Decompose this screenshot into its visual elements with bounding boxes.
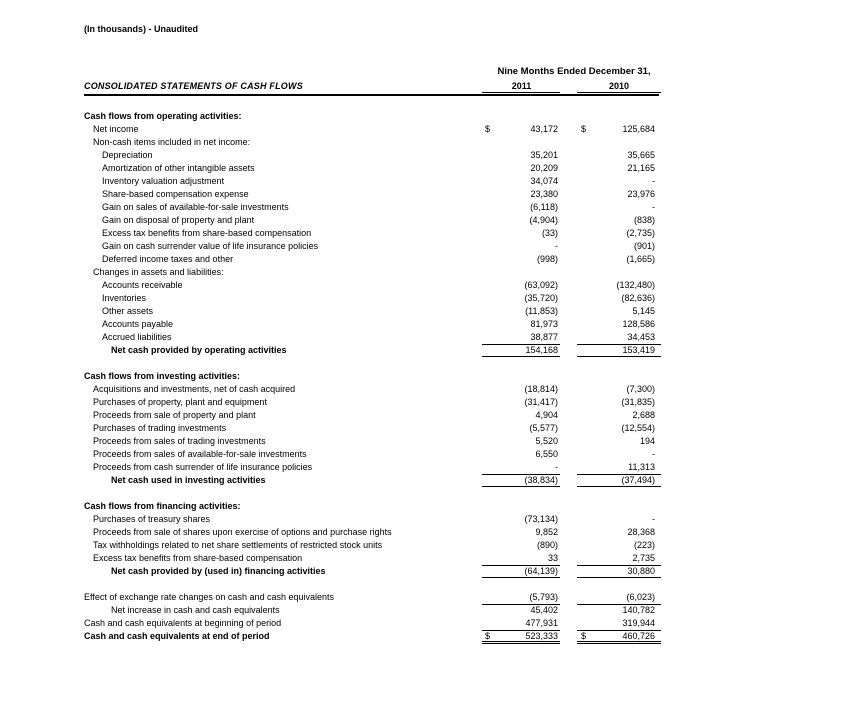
table-row xyxy=(0,305,850,318)
value-year-2: (37,494) xyxy=(621,475,655,485)
row-label: Gain on disposal of property and plant xyxy=(102,215,255,225)
total-rule xyxy=(482,344,560,357)
table-row xyxy=(0,552,850,565)
row-label: Cash flows from financing activities: xyxy=(84,501,241,511)
row-label: Proceeds from cash surrender of life insurance policies xyxy=(93,462,313,472)
currency-symbol: $ xyxy=(485,124,491,134)
row-label: Depreciation xyxy=(102,150,153,160)
table-row xyxy=(0,318,850,331)
row-label: Excess tax benefits from share-based compensation xyxy=(102,228,312,238)
value-year-2: (31,835) xyxy=(621,397,655,407)
row-label: Other assets xyxy=(102,306,154,316)
row-label: Acquisitions and investments, net of cash acquired xyxy=(93,384,296,394)
table-row xyxy=(0,474,850,487)
table-row xyxy=(0,266,850,279)
value-year-1: (5,793) xyxy=(529,592,558,602)
value-year-1: 6,550 xyxy=(535,449,558,459)
row-label: Net income xyxy=(93,124,139,134)
value-year-1: (38,834) xyxy=(524,475,558,485)
value-year-2: 460,726 xyxy=(622,631,655,641)
table-row xyxy=(0,422,850,435)
row-label: Cash flows from operating activities: xyxy=(84,111,242,121)
value-year-2: (7,300) xyxy=(626,384,655,394)
value-year-1: (4,904) xyxy=(529,215,558,225)
value-year-2: 28,368 xyxy=(627,527,655,537)
row-label: Cash and cash equivalents at beginning of period xyxy=(84,618,282,628)
value-year-1: 5,520 xyxy=(535,436,558,446)
value-year-1: 34,074 xyxy=(530,176,558,186)
row-label: Gain on sales of available-for-sale investments xyxy=(102,202,289,212)
row-label: Share-based compensation expense xyxy=(102,189,249,199)
table-row xyxy=(0,565,850,578)
value-year-2: (901) xyxy=(633,241,655,251)
table-row xyxy=(0,396,850,409)
table-row xyxy=(0,513,850,526)
value-year-1: - xyxy=(555,241,558,251)
column-rule-year-2 xyxy=(577,92,661,93)
value-year-2: 35,665 xyxy=(627,150,655,160)
row-label: Purchases of treasury shares xyxy=(93,514,211,524)
value-year-1: (5,577) xyxy=(529,423,558,433)
row-label: Cash and cash equivalents at end of period xyxy=(84,631,270,641)
grand-total-rule xyxy=(482,641,560,644)
row-label: Proceeds from sale of property and plant xyxy=(93,410,256,420)
currency-symbol: $ xyxy=(581,631,587,641)
table-row xyxy=(0,149,850,162)
value-year-1: 38,877 xyxy=(530,332,558,342)
value-year-2: (12,554) xyxy=(621,423,655,433)
row-label: Amortization of other intangible assets xyxy=(102,163,255,173)
row-label: Cash flows from investing activities: xyxy=(84,371,241,381)
value-year-2: 194 xyxy=(639,436,655,446)
value-year-1: 35,201 xyxy=(530,150,558,160)
column-rule-year-1 xyxy=(482,92,560,93)
value-year-2: 5,145 xyxy=(632,306,655,316)
row-label: Net cash used in investing activities xyxy=(111,475,266,485)
row-label: Accrued liabilities xyxy=(102,332,172,342)
value-year-1: (33) xyxy=(541,228,558,238)
table-row xyxy=(0,539,850,552)
value-year-2: 30,880 xyxy=(627,566,655,576)
top-note: (In thousands) - Unaudited xyxy=(84,24,198,34)
row-label: Net increase in cash and cash equivalents xyxy=(111,605,280,615)
table-row xyxy=(0,617,850,630)
period-header: Nine Months Ended December 31, xyxy=(497,66,651,77)
table-row xyxy=(0,292,850,305)
row-label: Accounts receivable xyxy=(102,280,183,290)
value-year-2: 23,976 xyxy=(627,189,655,199)
table-row xyxy=(0,123,850,136)
table-row xyxy=(0,214,850,227)
row-label: Deferred income taxes and other xyxy=(102,254,234,264)
column-header-year-2: 2010 xyxy=(608,81,630,91)
value-year-1: 81,973 xyxy=(530,319,558,329)
value-year-2: - xyxy=(652,202,655,212)
table-row xyxy=(0,136,850,149)
value-year-1: (998) xyxy=(536,254,558,264)
table-row xyxy=(0,630,850,643)
table-row xyxy=(0,188,850,201)
total-rule xyxy=(577,344,661,357)
value-year-2: (1,665) xyxy=(626,254,655,264)
currency-symbol: $ xyxy=(485,631,491,641)
value-year-2: - xyxy=(652,449,655,459)
value-year-1: 154,168 xyxy=(525,345,558,355)
value-year-2: - xyxy=(652,176,655,186)
value-year-1: (64,139) xyxy=(524,566,558,576)
row-label: Proceeds from sales of trading investments xyxy=(93,436,266,446)
row-label: Tax withholdings related to net share settlements of restricted stock units xyxy=(93,540,383,550)
table-row xyxy=(0,175,850,188)
value-year-1: 23,380 xyxy=(530,189,558,199)
value-year-2: 2,735 xyxy=(632,553,655,563)
value-year-2: 11,313 xyxy=(628,462,655,472)
table-row xyxy=(0,279,850,292)
currency-symbol: $ xyxy=(581,124,587,134)
table-row xyxy=(0,227,850,240)
statement-title: CONSOLIDATED STATEMENTS OF CASH FLOWS xyxy=(84,81,303,91)
table-row xyxy=(0,383,850,396)
table-row xyxy=(0,409,850,422)
value-year-2: 125,684 xyxy=(622,124,655,134)
value-year-2: - xyxy=(652,514,655,524)
value-year-1: (63,092) xyxy=(524,280,558,290)
table-row xyxy=(0,526,850,539)
value-year-2: 2,688 xyxy=(632,410,655,420)
row-label: Excess tax benefits from share-based compensation xyxy=(93,553,303,563)
total-rule xyxy=(482,474,560,487)
table-row xyxy=(0,370,850,383)
table-row xyxy=(0,110,850,123)
value-year-1: 20,209 xyxy=(530,163,558,173)
value-year-1: (18,814) xyxy=(524,384,558,394)
value-year-1: (31,417) xyxy=(524,397,558,407)
value-year-1: (6,118) xyxy=(530,202,558,212)
table-row xyxy=(0,591,850,604)
table-row xyxy=(0,500,850,513)
value-year-1: (11,853) xyxy=(525,306,558,316)
total-rule xyxy=(577,565,661,578)
row-label: Purchases of property, plant and equipment xyxy=(93,397,267,407)
value-year-1: 4,904 xyxy=(535,410,558,420)
value-year-2: 140,782 xyxy=(622,605,655,615)
value-year-1: 33 xyxy=(547,553,558,563)
value-year-1: (890) xyxy=(536,540,558,550)
value-year-2: (82,636) xyxy=(621,293,655,303)
row-label: Gain on cash surrender value of life insurance policies xyxy=(102,241,319,251)
row-label: Changes in assets and liabilities: xyxy=(93,267,224,277)
value-year-1: 523,333 xyxy=(525,631,558,641)
table-row xyxy=(0,201,850,214)
value-year-2: 34,453 xyxy=(627,332,655,342)
table-row xyxy=(0,461,850,474)
subtotal-rule xyxy=(577,630,661,631)
subtotal-rule xyxy=(482,630,560,631)
value-year-2: (132,480) xyxy=(616,280,655,290)
row-label: Non-cash items included in net income: xyxy=(93,137,251,147)
value-year-1: 45,402 xyxy=(530,605,558,615)
row-label: Proceeds from sale of shares upon exercise of options and purchase rights xyxy=(93,527,392,537)
table-row xyxy=(0,253,850,266)
total-rule xyxy=(482,565,560,578)
column-header-year-1: 2011 xyxy=(511,81,532,91)
value-year-1: 477,931 xyxy=(525,618,558,628)
row-label: Proceeds from sales of available-for-sale investments xyxy=(93,449,307,459)
value-year-2: 319,944 xyxy=(622,618,655,628)
table-row xyxy=(0,240,850,253)
table-row xyxy=(0,448,850,461)
row-label: Inventory valuation adjustment xyxy=(102,176,225,186)
value-year-1: 43,172 xyxy=(530,124,558,134)
spacer-row xyxy=(0,578,850,591)
header-rule xyxy=(84,94,659,96)
grand-total-rule xyxy=(577,641,661,644)
row-label: Purchases of trading investments xyxy=(93,423,227,433)
value-year-2: (6,023) xyxy=(626,592,655,602)
row-label: Net cash provided by operating activities xyxy=(111,345,287,355)
spacer-row xyxy=(0,487,850,500)
value-year-2: 128,586 xyxy=(622,319,655,329)
row-label: Effect of exchange rate changes on cash and cash equivalents xyxy=(84,592,335,602)
value-year-2: (2,735) xyxy=(626,228,655,238)
row-label: Accounts payable xyxy=(102,319,174,329)
table-row xyxy=(0,344,850,357)
total-rule xyxy=(577,474,661,487)
table-row xyxy=(0,162,850,175)
value-year-2: 21,165 xyxy=(627,163,655,173)
value-year-2: (838) xyxy=(633,215,655,225)
row-label: Net cash provided by (used in) financing activities xyxy=(111,566,326,576)
value-year-1: (35,720) xyxy=(524,293,558,303)
value-year-2: 153,419 xyxy=(622,345,655,355)
table-row xyxy=(0,331,850,344)
row-label: Inventories xyxy=(102,293,147,303)
value-year-2: (223) xyxy=(633,540,655,550)
subtotal-rule xyxy=(482,604,560,605)
value-year-1: (73,134) xyxy=(524,514,558,524)
subtotal-rule xyxy=(577,604,661,605)
spacer-row xyxy=(0,357,850,370)
value-year-1: 9,852 xyxy=(535,527,558,537)
table-row xyxy=(0,435,850,448)
table-row xyxy=(0,604,850,617)
value-year-1: - xyxy=(555,462,558,472)
